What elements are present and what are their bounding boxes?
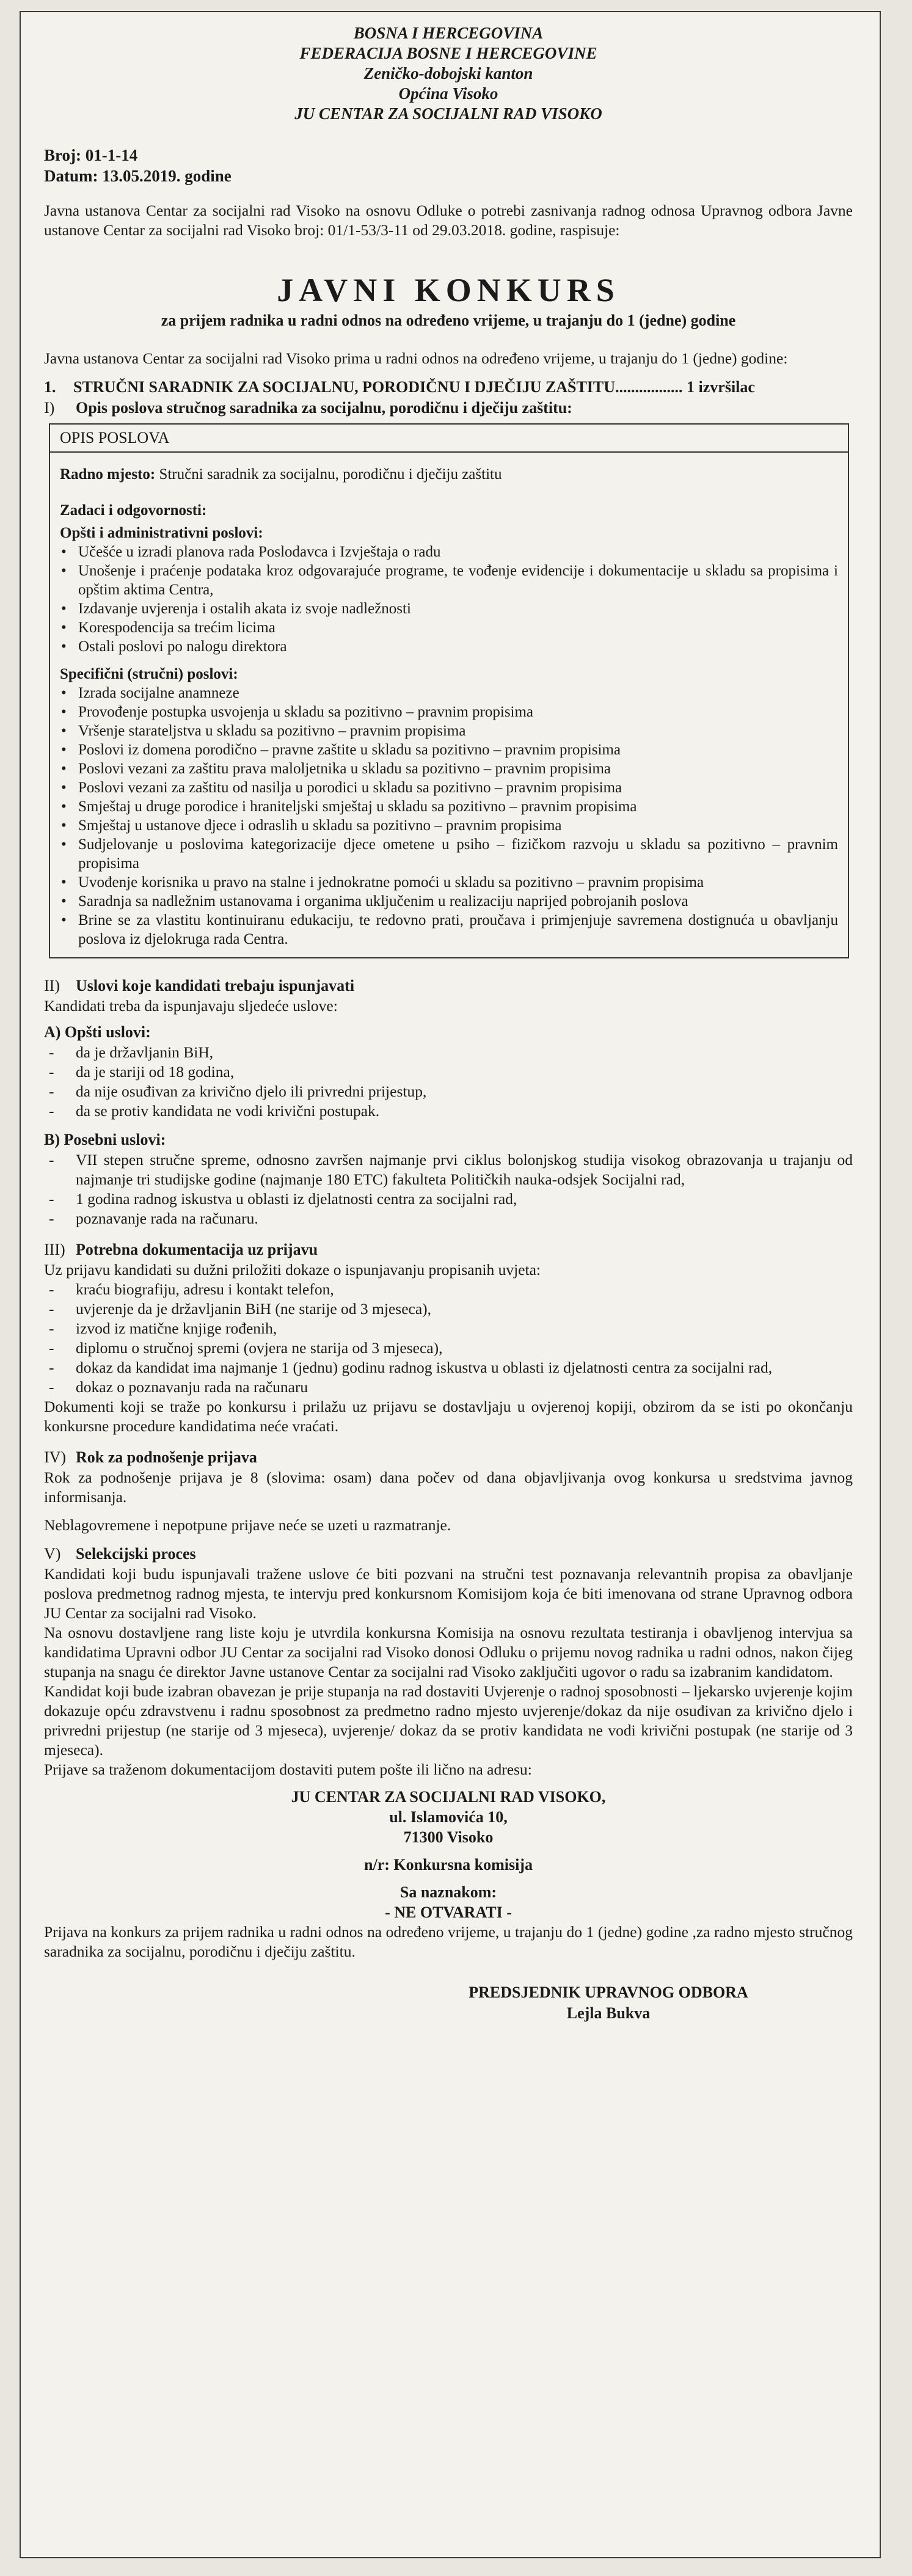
job-description-box: [49, 423, 849, 958]
list-item: • Izrada socijalne anamneze: [60, 684, 838, 702]
section-4-number: IV): [44, 1448, 67, 1466]
list-item: - uvjerenje da je državljanin BiH (ne starije od 3 mjeseca),: [44, 1299, 853, 1319]
section-1-heading: [44, 398, 853, 418]
list-item: - VII stepen stručne spreme, odnosno završen najmanje prvi ciklus bolonjskog studija visokog obrazovanja u trajanju od najmanje tri studijske godine (najmanje 180 ETC) fakulteta Političkih nauka-odsjek Socijalni rad,: [44, 1150, 853, 1189]
reference-number: Broj: 01-1-14: [44, 146, 138, 164]
header-institution: JU CENTAR ZA SOCIJALNI RAD VISOKO: [294, 104, 602, 123]
workplace-value: Stručni saradnik za socijalnu, porodičnu i dječiju zaštitu: [155, 466, 502, 483]
list-item: - da nije osuđivan za krivično djelo ili privredni prijestup,: [44, 1082, 853, 1101]
section-3-heading: [44, 1239, 853, 1260]
documents-note: Dokumenti koji se traže po konkursu i prilažu uz prijavu se dostavljaju u ovjerenoj kopiji, obzirom da se isti po okončanju konkursne procedure kandidatima neće vraćati.: [44, 1398, 853, 1435]
selection-paragraph-4: Prijave sa traženom dokumentacijom dostaviti putem pošte ili lično na adresu:: [44, 1761, 532, 1778]
position-title: STRUČNI SARADNIK ZA SOCIJALNU, PORODIČNU I DJEČIJU ZAŠTITU................. 1 izvršilac: [73, 378, 755, 396]
notice-subtitle: za prijem radnika u radni odnos na određeno vrijeme, u trajanju do 1 (jedne) godine: [161, 312, 736, 329]
section-3-title: Potrebna dokumentacija uz prijavu: [76, 1241, 318, 1258]
general-conditions-heading: A) Opšti uslovi:: [44, 1023, 151, 1041]
address-city: 71300 Visoko: [403, 1828, 494, 1846]
section-2-heading: [44, 976, 853, 996]
list-item: • Ostali poslovi po nalogu direktora: [60, 637, 838, 656]
list-item: - 1 godina radnog iskustva u oblasti iz djelatnosti centra za socijalni rad,: [44, 1189, 853, 1209]
list-item: • Učešće u izradi planova rada Poslodavca i Izvještaja o radu: [60, 542, 838, 561]
special-conditions-heading: B) Posebni uslovi:: [44, 1131, 166, 1148]
list-item: - da je stariji od 18 godina,: [44, 1062, 853, 1082]
job-description-body: [50, 453, 848, 957]
section-5-title: Selekcijski proces: [76, 1545, 196, 1563]
notice-page: [20, 11, 881, 2558]
list-item: - poznavanje rada na računaru.: [44, 1209, 853, 1228]
duties-heading: Zadaci i odgovornosti:: [60, 502, 207, 519]
list-item: • Unošenje i praćenje podataka kroz odgovarajuće programe, te vođenje evidencije i dokumentacije u skladu sa propisima i opštim aktima Centra,: [60, 561, 838, 599]
section-2-lead: Kandidati treba da ispunjavaju sljedeće uslove:: [44, 997, 338, 1015]
list-item: • Uvođenje korisnika u pravo na stalne i jednokratne pomoći u skladu sa pozitivno – pravnim propisima: [60, 873, 838, 892]
section-5-number: V): [44, 1545, 61, 1563]
position-number: 1.: [44, 378, 56, 396]
list-item: • Korespodencija sa trećim licima: [60, 618, 838, 637]
intro-paragraph: Javna ustanova Centar za socijalni rad Visoko na osnovu Odluke o potrebi zasnivanja radnog odnosa Upravnog odbora Javne ustanove Centar za socijalni rad Visoko broj: 01/1-53/3-11 od 29.03.2018. godine, raspisuje:: [44, 202, 853, 239]
list-item: - kraću biografiju, adresu i kontakt telefon,: [44, 1280, 853, 1299]
deadline-text: Rok za podnošenje prijava je 8 (slovima: osam) dana počev od dana objavljivanja ovog konkursa u sredstvima javnog informisanja.: [44, 1469, 853, 1506]
list-item: • Vršenje starateljstva u skladu sa pozitivno – pravnim propisima: [60, 721, 838, 740]
list-item: - diplomu o stručnoj spremi (ovjera ne starija od 3 mjeseca),: [44, 1338, 853, 1358]
list-item: - da je državljanin BiH,: [44, 1043, 853, 1062]
late-applications-note: Neblagovremene i nepotpune prijave neće se uzeti u razmatranje.: [44, 1516, 451, 1534]
general-conditions-list: [44, 1043, 853, 1121]
section-2-title: Uslovi koje kandidati trebaju ispunjavati: [76, 977, 355, 994]
address-institution: JU CENTAR ZA SOCIJALNI RAD VISOKO,: [291, 1788, 606, 1806]
list-item: • Brine se za vlastitu kontinuiranu edukaciju, te redovno prati, proučava i primjenjuje savremena dostignuća u obavljanju poslova iz djelokruga rada Centra.: [60, 911, 838, 949]
list-item: • Poslovi iz domena porodično – pravne zaštite u skladu sa pozitivno – pravnim propisima: [60, 740, 838, 759]
header-federation: FEDERACIJA BOSNE I HERCEGOVINE: [299, 44, 597, 62]
selection-paragraph-2: Na osnovu dostavljene rang liste koju je utvrdila konkursna Komisija na osnovu rezultata testiranja i obavljenog intervjua sa kandidatima Upravni odbor JU Centar za socijalni rad Visoko donosi Odluku o prijemu novog radnika u radni odnos, nakon čijeg stupanja na snagu će direktor Javne ustanove Centar za socijalni rad Visoko zaključiti ugovor o radu sa izabranim kandidatom.: [44, 1624, 853, 1680]
list-item: • Smještaj u druge porodice i hraniteljski smještaj u skladu sa pozitivno – pravnim propisima: [60, 797, 838, 816]
signature-block: [44, 1982, 853, 2024]
notice-title: JAVNI KONKURS: [277, 272, 620, 308]
selection-paragraph-1: Kandidati koji budu ispunjavali tražene uslove će biti pozvani na stručni test poznavanja relevantnih propisa za obavljanje poslova predmetnog radnog mjesta, te intervju pred konkursnom Komisijom koja će biti imenovana od strane Upravnog odbora JU Centar za socijalni rad Visoko.: [44, 1565, 853, 1622]
list-item: • Poslovi vezani za zaštitu prava maloljetnika u skladu sa pozitivno – pravnim propisima: [60, 759, 838, 778]
required-documents-list: [44, 1280, 853, 1397]
position-line: [44, 377, 853, 398]
section-1-title: Opis poslova stručnog saradnika za socijalnu, porodičnu i dječiju zaštitu:: [76, 399, 572, 417]
intro-paragraph-2: Javna ustanova Centar za socijalni rad Visoko prima u radni odnos na određeno vrijeme, u trajanju do 1 (jedne) godine:: [44, 349, 788, 367]
section-4-heading: [44, 1447, 853, 1468]
section-3-lead: Uz prijavu kandidati su dužni priložiti dokaze o ispunjavanju propisanih uvjeta:: [44, 1261, 541, 1279]
list-item: • Smještaj u ustanove djece i odraslih u skladu sa pozitivno – pravnim propisima: [60, 816, 838, 835]
general-duties-list: [60, 542, 838, 656]
selection-paragraph-3: Kandidat koji bude izabran obavezan je prije stupanja na rad dostaviti Uvjerenje o radnoj sposobnosti – ljekarsko uvjerenje kojim dokazuje opću zdravstvenu i radnu sposobnost za predmetno radno mjesto uvjerenje/dokaz da nije osuđivan za krivično djelo i privredni prijestup (ne starije od 3 mjeseca), uvjerenje/ dokaz da se protiv kandidata ne vodi krivični postupak (ne starije od 3 mjeseca).: [44, 1682, 853, 1759]
document-meta: [44, 145, 853, 186]
header-municipality: Općina Visoko: [398, 84, 498, 103]
workplace-label: Radno mjesto:: [60, 466, 156, 483]
header-canton: Zeničko-dobojski kanton: [363, 64, 533, 82]
closing-paragraph: Prijava na konkurs za prijem radnika u radni odnos na određeno vrijeme, u trajanju do 1 (jedne) godine ,za radno mjesto stručnog saradnika za socijalnu, porodičnu i dječiju zaštitu.: [44, 1923, 853, 1960]
signature-name: Lejla Bukva: [566, 2004, 651, 2022]
workplace-line: [60, 465, 838, 484]
signature-role: PREDSJEDNIK UPRAVNOG ODBORA: [469, 1983, 748, 2001]
list-item: • Poslovi vezani za zaštitu od nasilja u porodici u skladu sa pozitivno – pravnim propisima: [60, 778, 838, 797]
document-header: [44, 23, 853, 124]
list-item: - izvod iz matične knjige rođenih,: [44, 1319, 853, 1338]
list-item: - da se protiv kandidata ne vodi krivični postupak.: [44, 1101, 853, 1121]
specific-duties-list: [60, 684, 838, 949]
section-3-number: III): [44, 1241, 65, 1258]
job-description-header: OPIS POSLOVA: [50, 425, 848, 453]
section-1-number: I): [44, 399, 55, 417]
section-5-heading: [44, 1544, 853, 1564]
special-conditions-list: [44, 1150, 853, 1228]
list-item: • Provođenje postupka usvojenja u skladu sa pozitivno – pravnim propisima: [60, 702, 838, 721]
list-item: • Izdavanje uvjerenja i ostalih akata iz svoje nadležnosti: [60, 599, 838, 618]
address-street: ul. Islamovića 10,: [389, 1808, 508, 1826]
address-attention: n/r: Konkursna komisija: [364, 1856, 533, 1874]
section-2-number: II): [44, 977, 60, 994]
section-4-title: Rok za podnošenje prijava: [76, 1448, 257, 1466]
document-date: Datum: 13.05.2019. godine: [44, 167, 232, 185]
envelope-mark-do-not-open: - NE OTVARATI -: [385, 1903, 512, 1921]
list-item: - dokaz o poznavanju rada na računaru: [44, 1377, 853, 1397]
list-item: • Sudjelovanje u poslovima kategorizacije djece ometene u psiho – fizičkom razvoju u skladu sa pozitivno – pravnim propisima: [60, 835, 838, 873]
specific-duties-heading: Specifični (stručni) poslovi:: [60, 666, 238, 682]
general-duties-heading: Opšti i administrativni poslovi:: [60, 525, 263, 541]
list-item: • Saradnja sa nadležnim ustanovama i organima uključenim u realizaciju naprijed pobrojanih poslova: [60, 892, 838, 911]
header-country: BOSNA I HERCEGOVINA: [353, 24, 544, 42]
list-item: - dokaz da kandidat ima najmanje 1 (jednu) godinu radnog iskustva u oblasti iz djelatnosti centra za socijalni rad,: [44, 1358, 853, 1377]
delivery-address: [44, 1787, 853, 1922]
envelope-mark-label: Sa naznakom:: [399, 1883, 497, 1901]
